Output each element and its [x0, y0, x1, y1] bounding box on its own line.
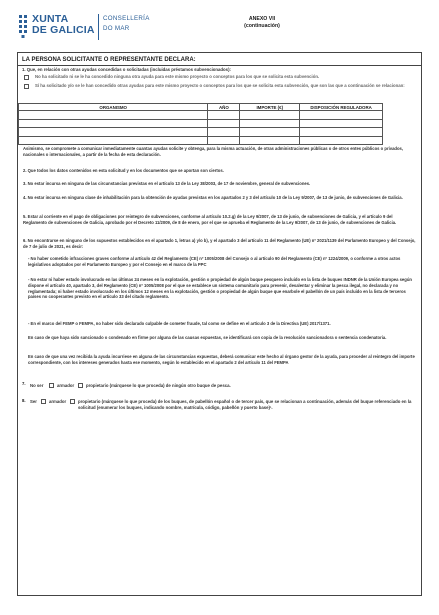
section-divider	[18, 65, 421, 66]
cell-disposicion-input[interactable]	[300, 111, 383, 120]
declaration-item-6: 6. No encontrarse en ninguno de los supuestos establecidos en el apartado 1, letras a) y/o b), y el apartado 3 del artículo 11 del Reglamento (UE) nº 2021/1139 del Parlamento Europeo y del Consejo, de 7 de julio de 2021, es decir:	[23, 238, 416, 249]
no-other-aid-label: No ha solicitado ni se le ha concedido ninguna otra ayuda para este mismo proyecto o conceptos para los que se solicita esta subvención.	[35, 74, 320, 79]
cell-disposicion-input[interactable]	[300, 136, 383, 145]
item-7-prefix: No ser	[30, 383, 44, 388]
commitment-paragraph: Asimismo, se compromete a comunicar inmediatamente cuantas ayudas solicite y obtenga, para la misma actuación, de otras administraciones públicas o de otros entes públicos o privados, nacionales o internacionales, a partir de la fecha de esta declaración.	[23, 146, 404, 157]
other-aid-label: Sí ha solicitado y/o se le han concedido otras ayudas para este mismo proyecto o conceptos para los que se solicita esta subvención, que son las que a continuación se relacionan:	[35, 83, 405, 88]
page-header	[18, 10, 428, 50]
org-name-line1: XUNTA	[32, 13, 69, 25]
col-ano: AÑO	[208, 104, 240, 111]
item-7-number: 7.	[22, 381, 26, 386]
table-header-row	[19, 104, 383, 111]
item-7-propietario-label: propietario (márquese lo que proceda) de ningún otro buque de pesca.	[86, 383, 231, 388]
declaration-section	[17, 52, 422, 596]
declaration-item-2: 2. Que todos los datos contenidos en esta solicitud y en los documentos que se aportan son ciertos.	[23, 168, 224, 173]
declaration-item-5: 5. Estar al corriente en el pago de obligaciones por reintegro de subvenciones, conforme al artículo 10.2.g) de la Ley 9/2007, de 13 de junio, de subvenciones de Galicia, y el artículo 9 del Reglamento de subvenciones de Galicia, aprobado por el Decreto 11/2009, de 8 de enero, por el que se aprueba el Reglamento de la Ley 9/2007, de 13 de junio, de subvenciones de Galicia.	[23, 214, 397, 225]
table-row	[19, 111, 383, 120]
col-importe: IMPORTE (€)	[240, 104, 300, 111]
item-7-armador-label: armador	[57, 383, 75, 388]
declaration-item-3: 3. No estar incursa en ninguna de las circunstancias previstas en el artículo 13 de la Ley 38/2003, de 17 de noviembre, general de subvenciones.	[23, 181, 311, 186]
declaration-item-4: 4. No estar incursa en ninguna clase de inhabilitación para la obtención de ayudas previstas en los apartados 2 y 3 del artículo 10 de la Ley 9/2007, de 13 de junio, de subvenciones de Galicia.	[23, 195, 403, 200]
declaration-item-6e: En caso de que una vez recibida la ayuda incurriese en alguna de las circunstancias expuestas, deberá comunicar este hecho al órgano gestor de la ayuda, para proceder al reintegro del importe correspondiente, con los intereses generados hasta ese momento, según lo establecido en el apartado 2 del artículo 11 del FEMPA	[28, 354, 415, 365]
declaration-item-6a: - No haber cometido infracciones graves conforme al artículo 42 del Reglamento (CE) nº 1005/2008 del Consejo o al artículo 90 del Reglamento (CE) nº 1224/2009, o conforme a otros actos legislativos adoptados por el Parlamento Europeo y por el Consejo en el marco de la PPC	[28, 256, 401, 267]
cell-ano-input[interactable]	[208, 119, 240, 128]
item-8-prefix: Ser	[30, 399, 37, 404]
vessel-list-area[interactable]	[23, 413, 417, 593]
table-row	[19, 119, 383, 128]
cell-organismo-input[interactable]	[19, 136, 208, 145]
logo-divider	[98, 14, 99, 40]
item-8-propietario-checkbox[interactable]	[70, 399, 75, 404]
cell-ano-input[interactable]	[208, 136, 240, 145]
declaration-item-6c: - En el marco del FEMP o FEMPA, no haber sido declarado culpable de cometer fraude, tal como se define en el artículo 3 de la Directiva (UE) 2017/1371.	[28, 321, 331, 326]
item-8-armador-checkbox[interactable]	[41, 399, 46, 404]
declaration-item-1: 1. Que, en relación con otras ayudas concedidas o solicitadas (incluidas préstamos subvencionados):	[22, 67, 231, 72]
cell-disposicion-input[interactable]	[300, 119, 383, 128]
other-aid-table	[18, 103, 383, 145]
cell-organismo-input[interactable]	[19, 128, 208, 137]
section-title: LA PERSONA SOLICITANTE O REPRESENTANTE DECLARA:	[22, 57, 196, 63]
cell-importe-input[interactable]	[240, 136, 300, 145]
col-disposicion: DISPOSICIÓN REGULADORA	[300, 104, 383, 111]
annex-subtitle: (continuación)	[244, 23, 280, 29]
cell-importe-input[interactable]	[240, 119, 300, 128]
department-line1: CONSELLERÍA	[103, 15, 150, 22]
declaration-item-6d: En caso de que haya sido sancionado o condenado en firme por alguna de las causas expuestas, se identificará con copia de la resolución sancionadora o sentencia condenatoria.	[28, 335, 387, 340]
cell-ano-input[interactable]	[208, 111, 240, 120]
no-other-aid-checkbox[interactable]	[24, 75, 29, 80]
col-organismo: ORGANISMO	[19, 104, 208, 111]
item-8-armador-label: armador	[49, 399, 67, 404]
cell-organismo-input[interactable]	[19, 119, 208, 128]
item-7-propietario-checkbox[interactable]	[78, 383, 83, 388]
org-name-line2: DE GALICIA	[32, 24, 95, 36]
cell-ano-input[interactable]	[208, 128, 240, 137]
cell-disposicion-input[interactable]	[300, 128, 383, 137]
cell-importe-input[interactable]	[240, 128, 300, 137]
xunta-logo	[18, 10, 158, 44]
galicia-emblem-icon	[18, 14, 29, 40]
item-7-armador-checkbox[interactable]	[49, 383, 54, 388]
annex-title: ANEXO VII	[248, 16, 276, 22]
item-8-propietario-label: propietario (márquese lo que proceda) de los buques, de pabellón español o de tercer país, que se relacionan a continuación, además del buque referenciado en la solicitud (enumerar los buques, indicando nombre, matrícula, código, pabellón y puerto base)¹.	[78, 399, 412, 410]
table-row	[19, 128, 383, 137]
cell-organismo-input[interactable]	[19, 111, 208, 120]
department-line2: DO MAR	[103, 25, 130, 32]
item-8-number: 8.	[22, 398, 26, 403]
table-row	[19, 136, 383, 145]
declaration-item-6b: - No estar ni haber estado involucrado en las últimas 24 meses en la explotación, gestión o propiedad de algún buque pesquero incluido en la lista de buques INDNR de la Unión Europea según dispone el artículo 40, apartado 3, del Reglamento (CE) nº 1005/2008 por el que se establece un sistema comunitario para prevenir, desalentar y eliminar la pesca ilegal, no declarada y no reglamentada; ni haber estado involucrado en los últimos 12 meses en la explotación, gestión o propiedad de algún buque que enarbole el pabellón de un país incluido en la lista de terceros países no cooperantes previsto en el artículo 33 del citado reglamento.	[28, 277, 412, 300]
cell-importe-input[interactable]	[240, 111, 300, 120]
other-aid-checkbox[interactable]	[24, 84, 29, 89]
